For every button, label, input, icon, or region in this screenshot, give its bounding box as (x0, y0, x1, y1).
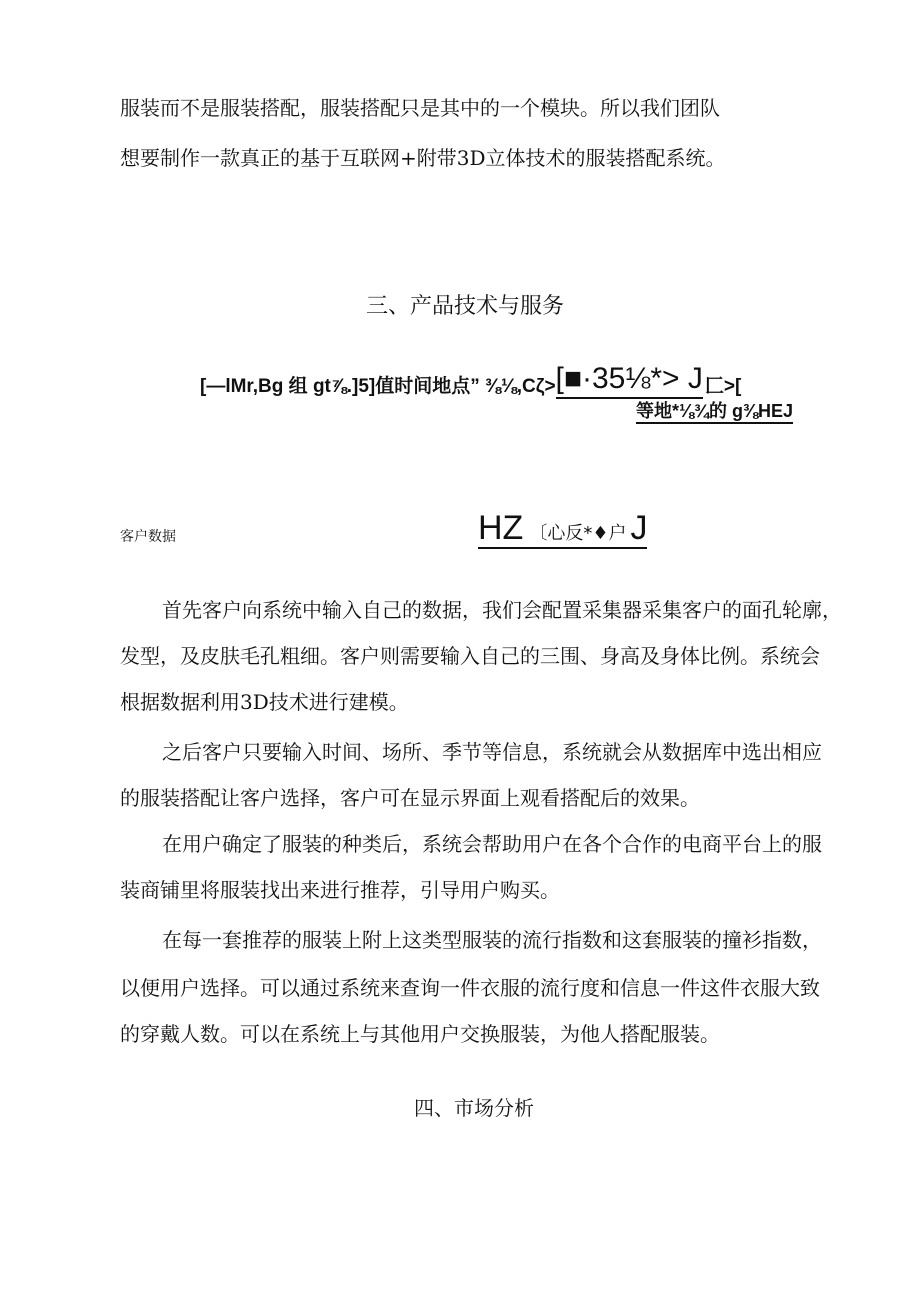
intro-line-1: 服装而不是服装搭配，服装搭配只是其中的一个模块。所以我们团队 (120, 96, 720, 120)
hz-big-text: HZ (478, 509, 524, 547)
garbled-diagram-row-1 (200, 362, 741, 399)
intro-line-2: 想要制作一款真正的基于互联网+附带3D立体技术的服装搭配系统。 (120, 146, 726, 170)
hz-end-text: J (630, 509, 648, 547)
paragraph-3-line-1: 在用户确定了服装的种类后，系统会帮助用户在各个合作的电商平台上的服 (162, 832, 822, 856)
hz-small-text: 〔心反*♦户 (529, 523, 627, 544)
customer-data-label: 客户数据 (120, 529, 176, 545)
garbled-text-right: 匚>[ (704, 376, 742, 397)
paragraph-1-line-2: 发型，及皮肤毛孔粗细。客户则需要输入自己的三围、身高及身体比例。系统会 (120, 644, 820, 668)
paragraph-3-line-2: 装商铺里将服装找出来进行推荐，引导用户购买。 (120, 878, 560, 902)
paragraph-4-line-3: 的穿戴人数。可以在系统上与其他用户交换服装，为他人搭配服装。 (120, 1022, 720, 1046)
paragraph-4-line-2: 以便用户选择。可以通过系统来查询一件衣服的流行度和信息一件这件衣服大致 (120, 976, 820, 1000)
section-4-heading: 四、市场分析 (414, 1096, 534, 1120)
garbled-text-big: [■·35⅛*> J (556, 362, 703, 399)
garbled-text-left: [—lMr,Bg 组 gt⅞.]5]值时间地点” ⅜⅛,Cζ> (200, 376, 556, 397)
paragraph-1-line-3: 根据数据利用3D技术进行建模。 (120, 690, 409, 714)
garbled-diagram-row-2: 等地*⅛¾的 g⅜HEJ (636, 400, 793, 424)
paragraph-4-line-1: 在每一套推荐的服装上附上这类型服装的流行指数和这套服装的撞衫指数， (162, 928, 822, 952)
paragraph-1-line-1: 首先客户向系统中输入自己的数据，我们会配置采集器采集客户的面孔轮廓， (162, 598, 842, 622)
paragraph-2-line-1: 之后客户只要输入时间、场所、季节等信息，系统就会从数据库中选出相应 (162, 740, 822, 764)
section-3-heading: 三、产品技术与服务 (366, 294, 565, 319)
hz-diagram-text (478, 509, 647, 549)
paragraph-2-line-2: 的服装搭配让客户选择，客户可在显示界面上观看搭配后的效果。 (120, 786, 700, 810)
